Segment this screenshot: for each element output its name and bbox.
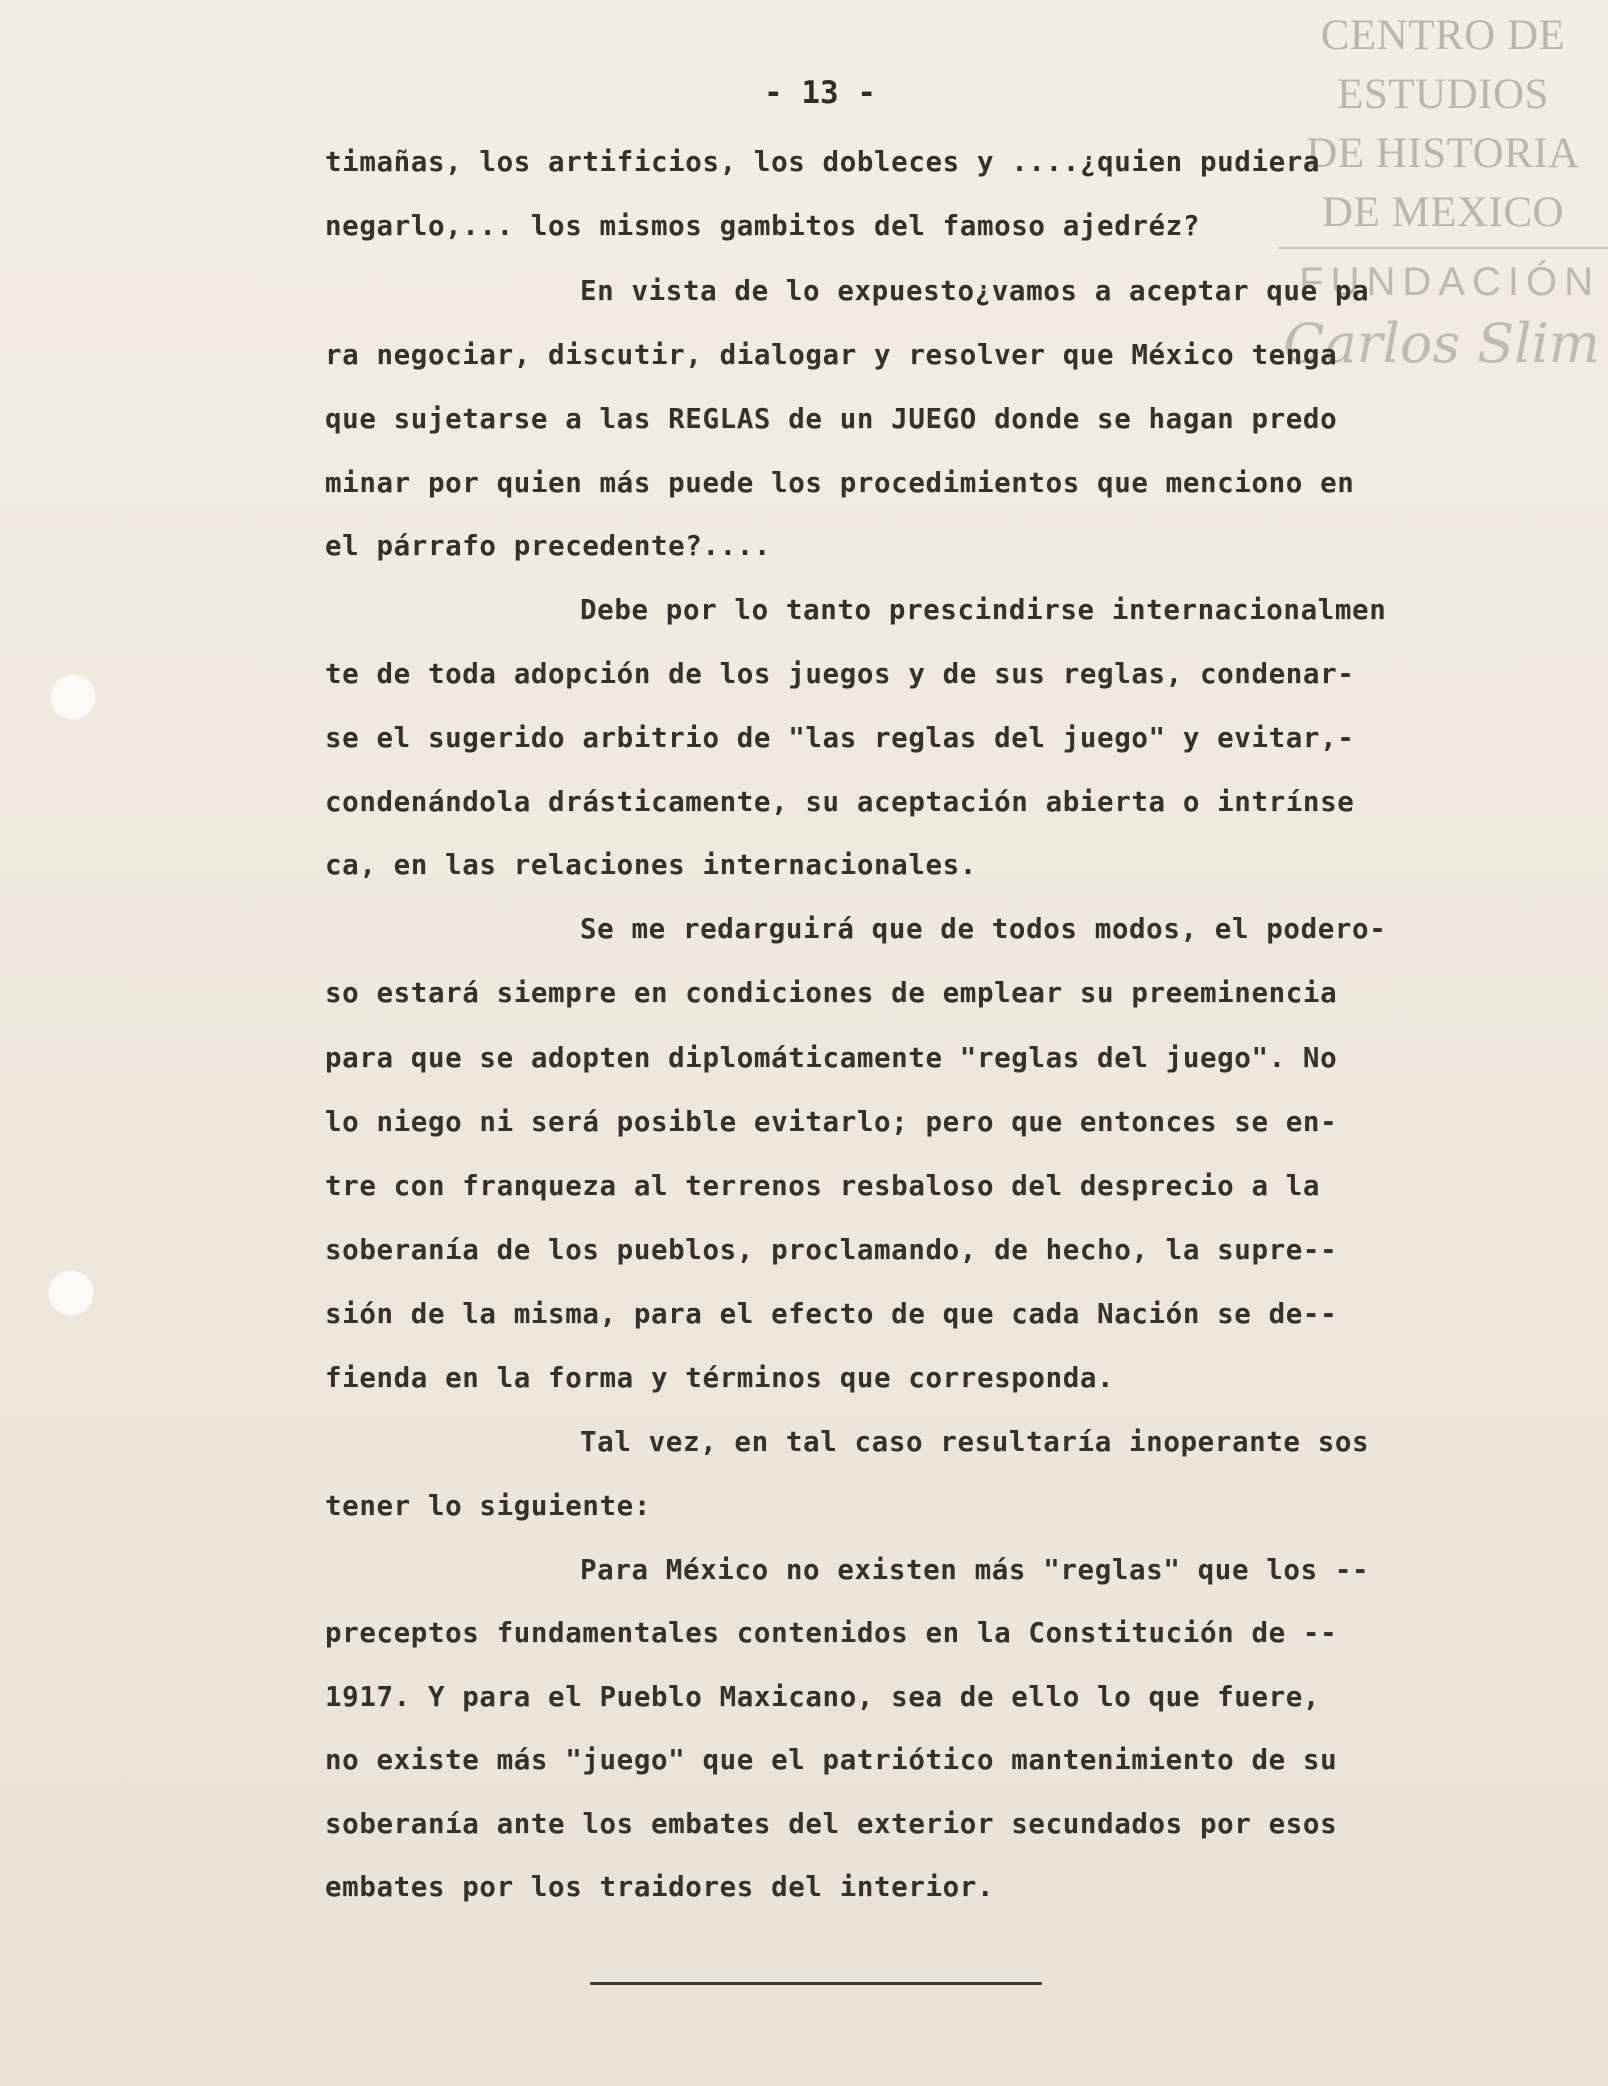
text-line: Se me redarguirá que de todos modos, el podero- <box>580 913 1387 945</box>
text-line: para que se adopten diplomáticamente "reglas del juego". No <box>325 1042 1338 1074</box>
text-line: fienda en la forma y términos que corresponda. <box>325 1362 1115 1394</box>
archive-watermark <box>1278 6 1608 242</box>
text-line: En vista de lo expuesto¿vamos a aceptar que pa <box>580 275 1370 307</box>
text-line: ca, en las relaciones internacionales. <box>325 849 977 881</box>
text-line: tener lo siguiente: <box>325 1490 651 1522</box>
watermark-line: DE HISTORIA <box>1306 130 1580 177</box>
text-line: 1917. Y para el Pueblo Maxicano, sea de ello lo que fuere, <box>325 1681 1321 1713</box>
watermark-signature: Carlos Slim <box>1283 312 1600 375</box>
text-line: te de toda adopción de los juegos y de sus reglas, condenar- <box>325 658 1355 690</box>
text-line: negarlo,... los mismos gambitos del famoso ajedréz? <box>325 210 1200 242</box>
text-line: soberanía ante los embates del exterior secundados por esos <box>325 1808 1338 1840</box>
text-line: condenándola drásticamente, su aceptación abierta o intrínse <box>325 786 1355 818</box>
punch-hole-lower <box>48 1270 94 1316</box>
text-line: se el sugerido arbitrio de "las reglas del juego" y evitar,- <box>325 722 1355 754</box>
page-number: - 13 - <box>764 75 876 111</box>
text-line: embates por los traidores del interior. <box>325 1871 995 1903</box>
text-line: soberanía de los pueblos, proclamando, de hecho, la supre-- <box>325 1234 1338 1266</box>
punch-hole-upper <box>50 674 96 720</box>
watermark-line: CENTRO DE <box>1320 12 1566 59</box>
text-line: sión de la misma, para el efecto de que cada Nación se de-- <box>325 1298 1338 1330</box>
text-line: ra negociar, discutir, dialogar y resolver que México tenga <box>325 339 1338 371</box>
text-line: no existe más "juego" que el patriótico mantenimiento de su <box>325 1744 1338 1776</box>
watermark-line: DE MEXICO <box>1321 189 1565 236</box>
watermark-line: ESTUDIOS <box>1337 71 1549 118</box>
closing-rule <box>590 1982 1042 1985</box>
text-line: lo niego ni será posible evitarlo; pero que entonces se en- <box>325 1106 1338 1138</box>
text-line: que sujetarse a las REGLAS de un JUEGO donde se hagan predo <box>325 403 1338 435</box>
text-line: Tal vez, en tal caso resultaría inoperante sos <box>580 1426 1370 1458</box>
text-line: tre con franqueza al terrenos resbaloso del desprecio a la <box>325 1170 1321 1202</box>
text-line: so estará siempre en condiciones de emplear su preeminencia <box>325 977 1338 1009</box>
text-line: timañas, los artificios, los dobleces y ....¿quien pudiera <box>325 146 1321 178</box>
watermark-divider <box>1278 247 1608 249</box>
text-line: Debe por lo tanto prescindirse internacionalmen <box>580 594 1387 626</box>
text-line: preceptos fundamentales contenidos en la Constitución de -- <box>325 1617 1338 1649</box>
text-line: minar por quien más puede los procedimientos que menciono en <box>325 467 1355 499</box>
text-line: el párrafo precedente?.... <box>325 530 772 562</box>
watermark-foundation: FUNDACIÓN <box>1299 260 1600 304</box>
text-line: Para México no existen más "reglas" que los -- <box>580 1554 1370 1586</box>
